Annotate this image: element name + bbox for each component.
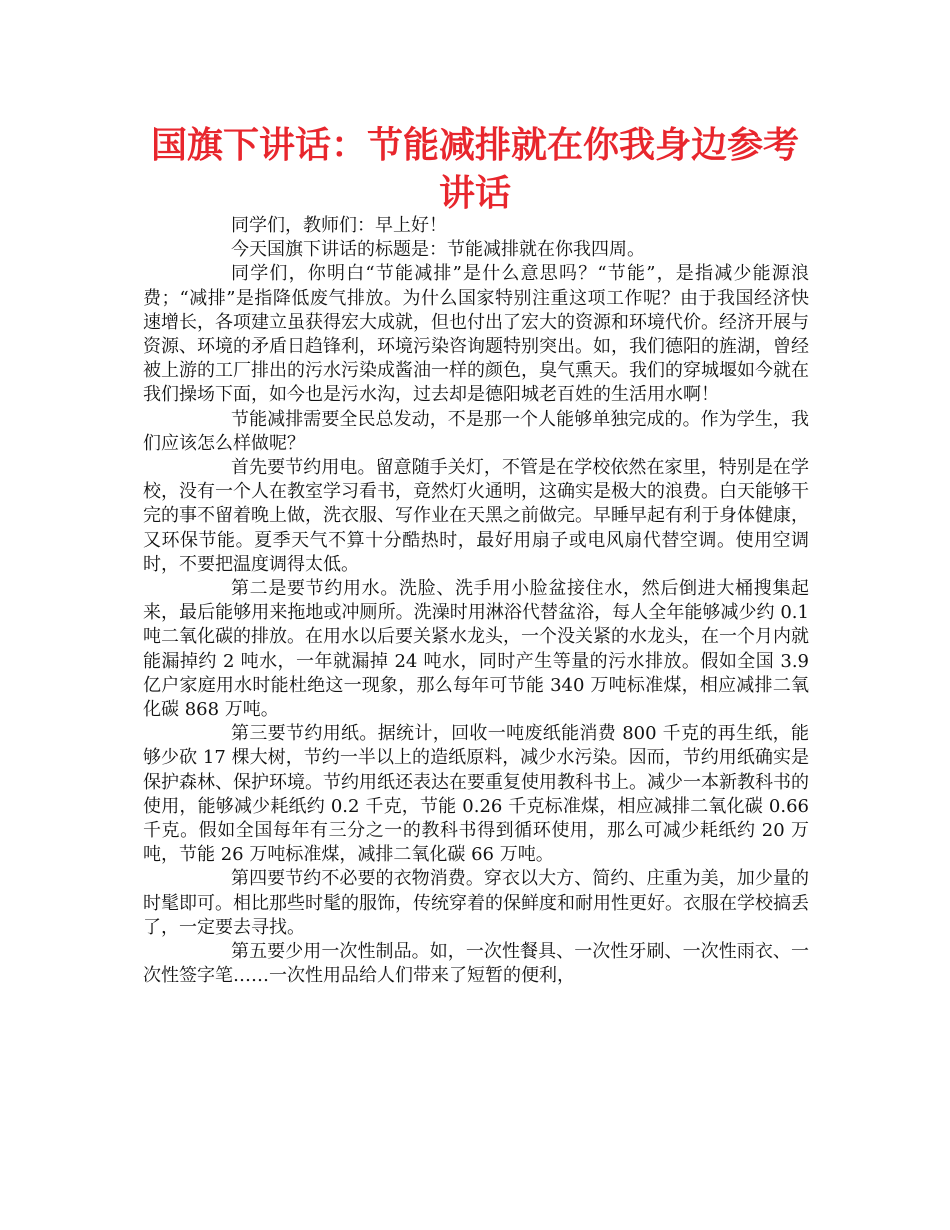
paragraph-save-clothing: 第四要节约不必要的衣物消费。穿衣以大方、简约、庄重为美，加少量的时髦即可。相比那些时髦的服饰，传统穿着的保鲜度和耐用性更好。衣服在学校搞丢了，一定要去寻找。 xyxy=(143,868,809,938)
paragraph-meaning: 同学们，你明白“节能减排”是什么意思吗？“节能”，是指减少能源浪费；“减排”是指降低废气排放。为什么国家特别注重这项工作呢？由于我国经济快速增长，各项建立虽获得宏大成就，但也付出了宏大的资源和环境代价。经济开展与资源、环境的矛盾日趋锋利，环境污染咨询题特别突出。如，我们德阳的旌湖，曾经被上游的工厂排出的污水污染成酱油一样的颜色，臭气熏天。我们的穿城堰如今就在我们操场下面，如今也是污水沟，过去却是德阳城老百姓的生活用水啊！ xyxy=(143,263,809,406)
document-body xyxy=(143,214,809,989)
paragraph-save-water: 第二是要节约用水。洗脸、洗手用小脸盆接住水，然后倒进大桶搜集起来，最后能够用来拖地或冲厕所。洗澡时用淋浴代替盆浴，每人全年能够减少约 0.1 吨二氧化碳的排放。在用水以后要关紧水龙头，一个没关紧的水龙头，在一个月内就能漏掉约 2 吨水，一年就漏掉 24 吨水，同时产生等量的污水排放。假如全国 3.9 亿户家庭用水时能杜绝这一现象，那么每年可节能 340 万吨标准煤，相应减排二氧化碳 868 万吨。 xyxy=(143,578,809,721)
document-title: 国旗下讲话：节能减排就在你我身边参考讲话 xyxy=(150,125,799,214)
paragraph-greeting: 同学们，教师们：早上好！ xyxy=(231,215,447,236)
paragraph-save-electricity: 首先要节约用电。留意随手关灯，不管是在学校依然在家里，特别是在学校，没有一个人在教室学习看书，竟然灯火通明，这确实是极大的浪费。白天能够干完的事不留着晚上做，洗衣服、写作业在天黑之前做完。早睡早起有利于身体健康，又环保节能。夏季天气不算十分酷热时，最好用扇子或电风扇代替空调。使用空调时，不要把温度调得太低。 xyxy=(143,457,809,575)
paragraph-question: 节能减排需要全民总发动，不是那一个人能够单独完成的。作为学生，我们应该怎么样做呢？ xyxy=(143,408,809,454)
paragraph-save-paper: 第三要节约用纸。据统计，回收一吨废纸能消费 800 千克的再生纸，能够少砍 17 棵大树，节约一半以上的造纸原料，减少水污染。因而，节约用纸确实是保护森林、保护环境。节约用纸还表达在要重复使用教科书上。减少一本新教科书的使用，能够减少耗纸约 0.2 千克，节能 0.26 千克标准煤，相应减排二氧化碳 0.66 千克。假如全国每年有三分之一的教科书得到循环使用，那么可减少耗纸约 20 万吨，节能 26 万吨标准煤，减排二氧化碳 66 万吨。 xyxy=(143,723,809,866)
paragraph-disposables: 第五要少用一次性制品。如，一次性餐具、一次性牙刷、一次性雨衣、一次性签字笔……一次性用品给人们带来了短暂的便利， xyxy=(143,941,809,987)
paragraph-topic: 今天国旗下讲话的标题是：节能减排就在你我四周。 xyxy=(231,239,645,261)
